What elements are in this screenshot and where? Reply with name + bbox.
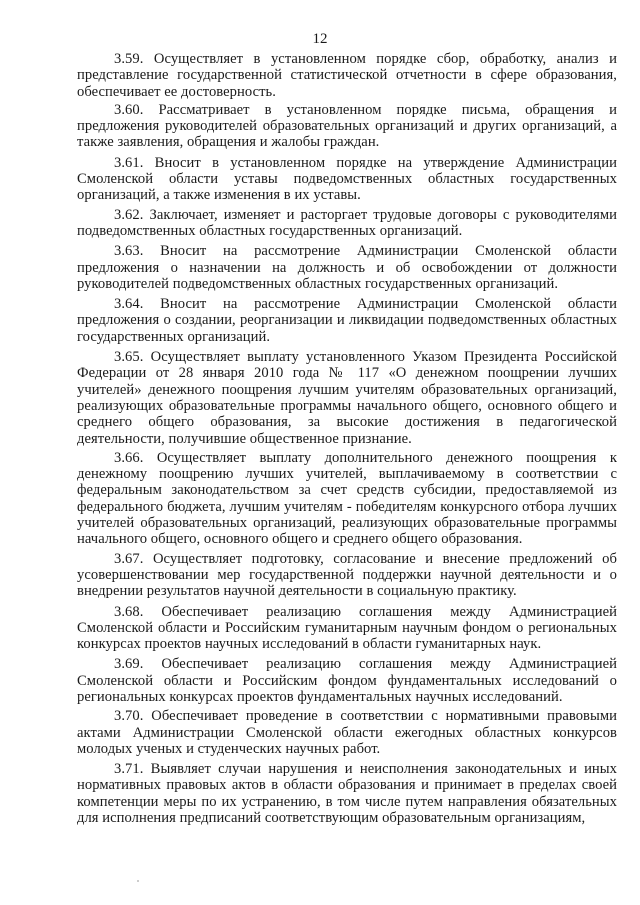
paragraph-3-65: 3.65. Осуществляет выплату установленного Указом Президента Российской Федерации от 28 января 2010 года № 117 «О денежном поощрении лучших учителей» денежного поощрения лучшим учителям образовательных организаций, реализующих образовательные программы начального общего, основного общего и среднего общего образования, за высокие достижения в педагогической деятельности, получившие общественное признание. [77,349,617,447]
paragraph-3-63: 3.63. Вносит на рассмотрение Администрации Смоленской области предложения о назначении на должность и об освобождении от должности руководителей подведомственных областных государственных организаций. [77,243,617,292]
page-number: 12 [312,31,328,47]
paragraph-3-60: 3.60. Рассматривает в установленном порядке письма, обращения и предложения руководителей образовательных организаций и других организаций, а также заявления, обращения и жалобы граждан. [77,101,617,151]
paragraph-3-67: 3.67. Осуществляет подготовку, согласование и внесение предложений об усовершенствовании мер государственной поддержки научной деятельности и о внедрении результатов научной деятельности в социальную практику. [77,550,617,600]
paragraph-3-64: 3.64. Вносит на рассмотрение Администрации Смоленской области предложения о создании, реорганизации и ликвидации подведомственных областных государственных организаций. [77,296,617,345]
paragraph-3-69: 3.69. Обеспечивает реализацию соглашения между Администрацией Смоленской области и Российским фондом фундаментальных исследований о региональных конкурсах проектов фундаментальных научных исследований. [77,656,617,705]
scan-speck [137,880,139,882]
paragraph-3-68: 3.68. Обеспечивает реализацию соглашения между Администрацией Смоленской области и Российским гуманитарным научным фондом о региональных конкурсах проектов научных исследований в области гуманитарных наук. [77,603,617,653]
paragraph-3-71: 3.71. Выявляет случаи нарушения и неисполнения законодательных и иных нормативных правовых актов в области образования и принимает в пределах своей компетенции меры по их устранению, в том числе путем направления обязательных для исполнения предписаний соответствующим образовательным организациям, [77,761,617,827]
document-body [77,51,617,826]
paragraph-3-66: 3.66. Осуществляет выплату дополнительного денежного поощрения к денежному поощрению лучших учителей, выплачиваемому в соответствии с федеральным законодательством за счет средств субсидии, предоставляемой из федерального бюджета, лучшим учителям - победителям конкурсного отбора лучших учителей образовательных организаций, реализующих образовательные программы начального общего, основного общего и среднего общего образования. [77,449,617,548]
paragraph-3-62: 3.62. Заключает, изменяет и расторгает трудовые договоры с руководителями подведомственных областных государственных организаций. [77,206,617,239]
paragraph-3-70: 3.70. Обеспечивает проведение в соответствии с нормативными правовыми актами Администрации Смоленской области ежегодных областных конкурсов молодых ученых и студенческих научных работ. [77,708,617,757]
paragraph-3-59: 3.59. Осуществляет в установленном порядке сбор, обработку, анализ и представление государственной статистической отчетности в сфере образования, обеспечивает ее достоверность. [77,51,617,100]
paragraph-3-61: 3.61. Вносит в установленном порядке на утверждение Администрации Смоленской области уставы подведомственных областных государственных организаций, а также изменения в их уставы. [77,154,617,204]
